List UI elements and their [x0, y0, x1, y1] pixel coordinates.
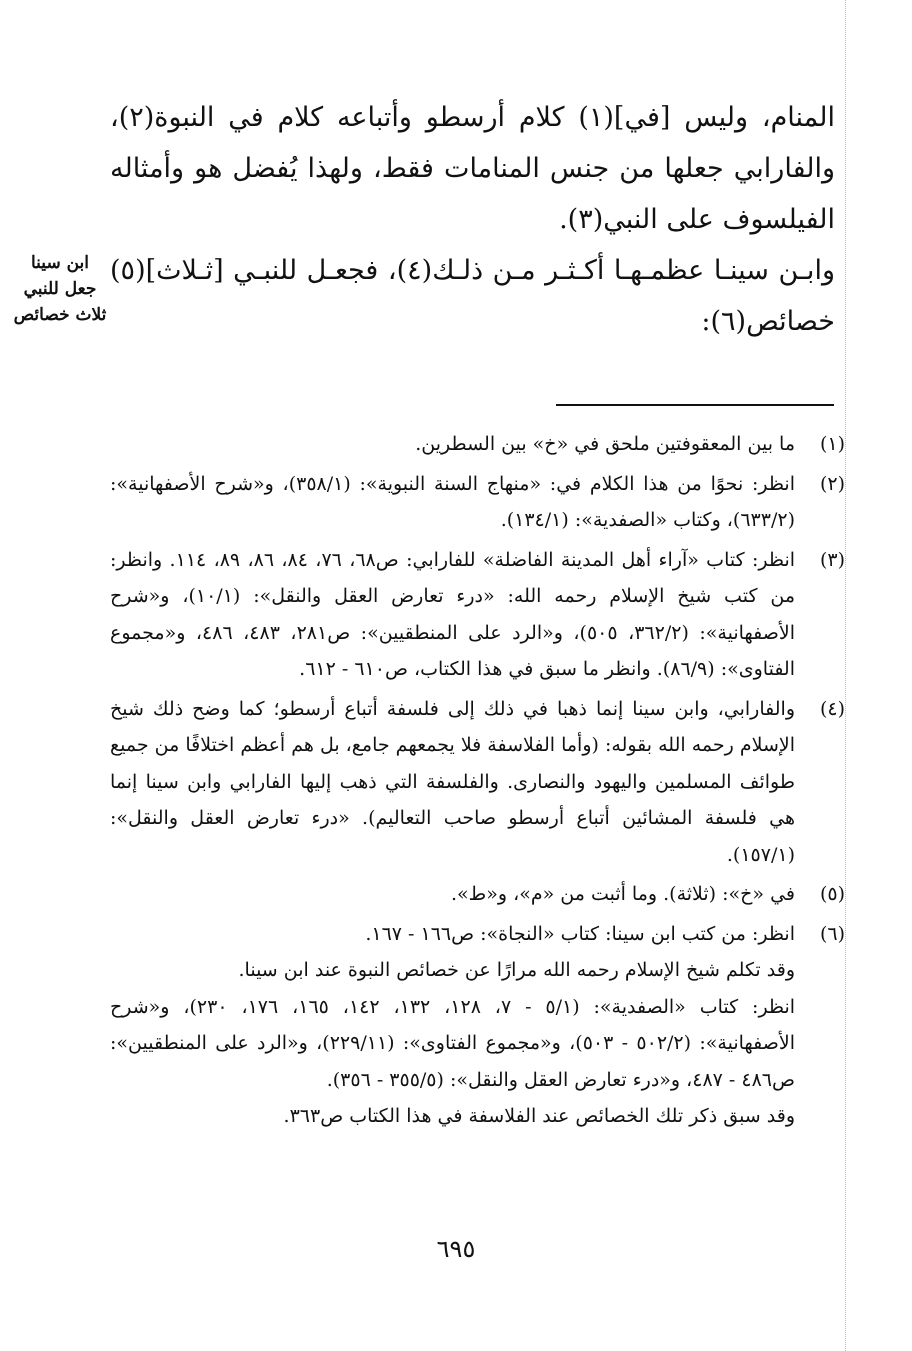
footnote-line: انظر: كتاب «آراء أهل المدينة الفاضلة» للفارابي: ص٦٨، ٧٦، ٨٤، ٨٦، ٨٩، ١١٤. وانظر: من كتب شيخ الإسلام رحمه الله: «درء تعارض العقل والنقل»: (١٠/١)، و«شرح الأصفهانية»: (٣٦٢/٢، ٥٠٥)، و«الرد على المنطقيين»: ص٢٨١، ٤٨٣، ٤٨٦، و«مجموع الفتاوى»: (٨٦/٩). وانظر ما سبق في هذا الكتاب، ص٦١٠ - ٦١٢. [110, 548, 796, 680]
footnote-number: (٦) [819, 922, 845, 945]
page-edge [845, 0, 846, 1351]
footnotes [110, 426, 845, 1138]
footnote-number: (٤) [819, 697, 845, 720]
footnote-number: (٥) [819, 883, 845, 905]
footnote-line: في «خ»: (ثلاثة). وما أثبت من «م»، و«ط». [451, 883, 795, 905]
margin-note-line: ابن سينا [31, 253, 89, 273]
footnote-line: انظر: من كتب ابن سينا: كتاب «النجاة»: ص١٦٦ - ١٦٧. [365, 922, 795, 945]
footnote-text [110, 916, 795, 1135]
main-text [110, 92, 835, 347]
footnote-line: انظر: كتاب «الصفدية»: (٥/١ - ٧، ١٢٨، ١٣٢، ١٤٢، ١٦٥، ١٧٦، ٢٣٠)، و«شرح الأصفهانية»: (٥٠٢/٢ - ٥٠٣)، و«مجموع الفتاوى»: (٢٢٩/١١)، و«الرد على المنطقيين»: ص٤٨٦ - ٤٨٧، و«درء تعارض العقل والنقل»: (٣٥٥/٥ - ٣٥٦). [110, 995, 796, 1091]
footnote-text [110, 426, 795, 463]
footnote-line: انظر: نحوًا من هذا الكلام في: «منهاج السنة النبوية»: (٣٥٨/١)، و«شرح الأصفهانية»: (٦٣٣/٢)، وكتاب «الصفدية»: (١٣٤/١). [110, 472, 795, 531]
footnote-separator [556, 404, 834, 406]
footnote-text [110, 691, 795, 874]
margin-note-line: ثلاث خصائص [13, 305, 107, 325]
footnote [110, 426, 845, 463]
footnote [110, 876, 845, 913]
footnote-number: (١) [819, 433, 845, 455]
main-paragraph-1: المنام، وليس [في](١) كلام أرسطو وأتباعه كلام في النبوة(٢)، والفارابي جعلها من جنس المنامات فقط، ولهذا يُفضل هو وأمثاله الفيلسوف على النبي(٣). [110, 102, 836, 235]
page-number: ٦٩٥ [436, 1235, 476, 1263]
footnote [110, 916, 845, 1135]
footnote-number: (٣) [819, 548, 845, 571]
margin-note [10, 250, 110, 328]
footnote [110, 466, 845, 539]
footnote-number: (٢) [819, 472, 845, 495]
margin-note-line: جعل للنبي [23, 279, 97, 299]
footnote-line: وقد تكلم شيخ الإسلام رحمه الله مرارًا عن خصائص النبوة عند ابن سينا. [238, 959, 795, 981]
footnote-line: ما بين المعقوفتين ملحق في «خ» بين السطرين. [415, 433, 795, 455]
footnote-text [110, 876, 795, 913]
footnote [110, 542, 845, 688]
footnote-line: والفارابي، وابن سينا إنما ذهبا في ذلك إلى فلسفة أتباع أرسطو؛ كما وضح ذلك شيخ الإسلام رحمه الله بقوله: (وأما الفلاسفة فلا يجمعهم جامع، بل هم أعظم اختلافًا من جميع طوائف المسلمين واليهود والنصارى. والفلسفة التي ذهب إليها الفارابي وابن سينا إنما هي فلسفة المشائين أتباع أرسطو صاحب التعاليم). «درء تعارض العقل والنقل»: (١٥٧/١). [110, 697, 795, 866]
footnote-text [110, 466, 795, 539]
main-paragraph-2: وابـن سينـا عظمـهـا أكـثـر مـن ذلـك(٤)، فجعـل للنبـي [ثـلاث](٥) خصائص(٦): [110, 255, 835, 337]
footnote [110, 691, 845, 874]
footnote-line: وقد سبق ذكر تلك الخصائص عند الفلاسفة في هذا الكتاب ص٣٦٣. [283, 1105, 795, 1127]
footnote-text [110, 542, 795, 688]
